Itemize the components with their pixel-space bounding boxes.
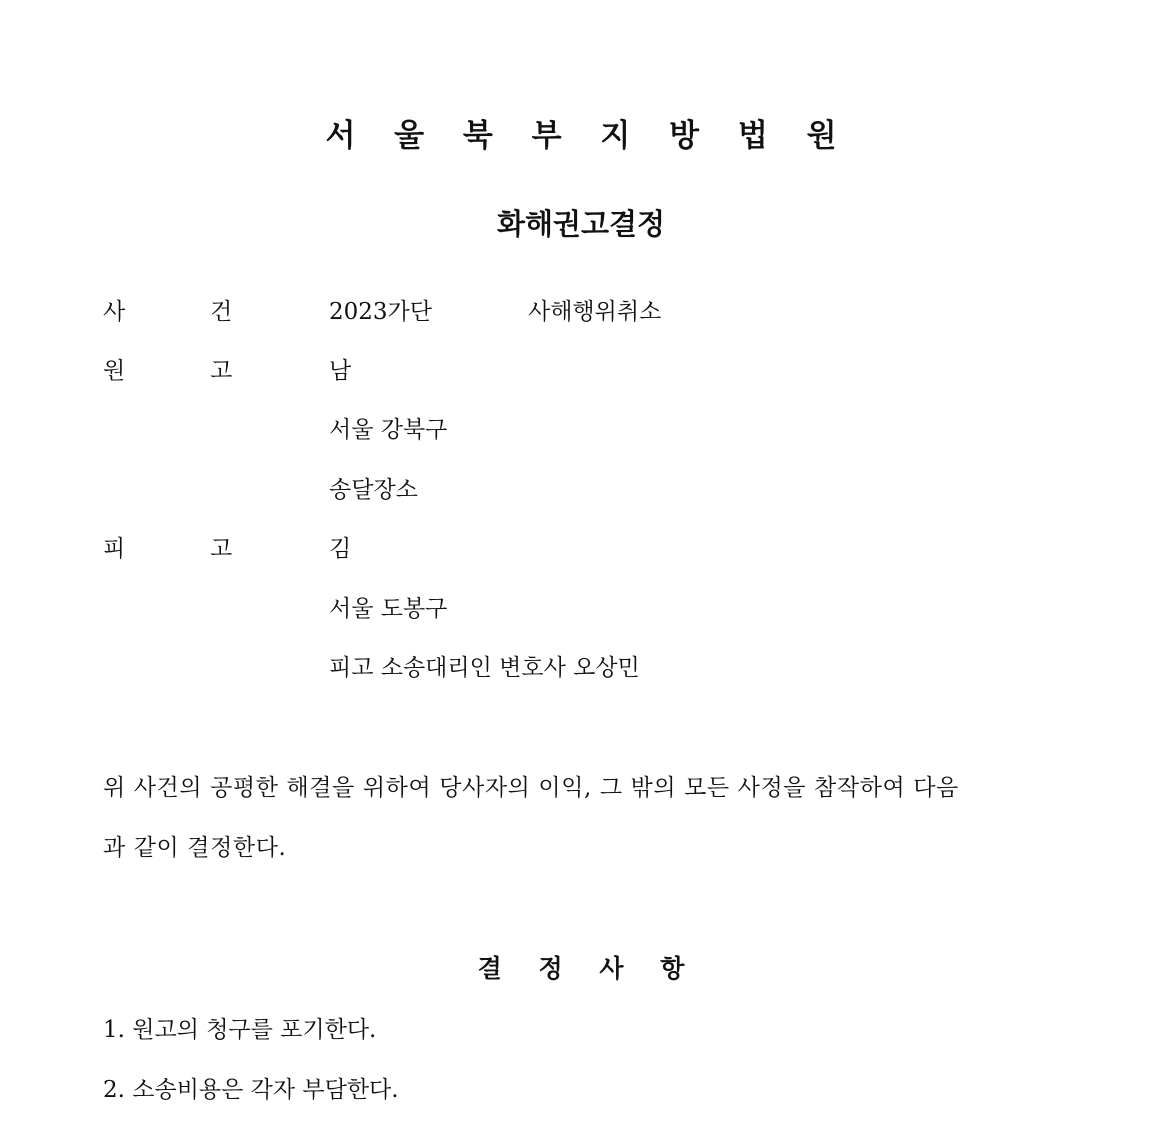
document-title: 화해권고결정: [496, 207, 666, 241]
decision-heading: 결 정 사 항: [477, 954, 699, 983]
defendant-label-second: 고: [210, 536, 233, 562]
court-name: 서 울 북 부 지 방 법 원: [325, 118, 851, 154]
decision-item: 1. 원고의 청구를 포기한다.: [103, 1017, 377, 1043]
plaintiff-name: 남: [329, 358, 352, 384]
plaintiff-label-second: 고: [210, 358, 233, 384]
plaintiff-service-address: 송달장소: [329, 477, 418, 503]
case-label-second: 건: [210, 299, 233, 325]
plaintiff-label-first: 원: [103, 358, 126, 384]
case-label-first: 사: [103, 299, 126, 325]
case-number: 2023가단: [329, 299, 432, 325]
decision-item: 2. 소송비용은 각자 부담한다.: [103, 1077, 399, 1103]
defendant-name: 김: [329, 536, 352, 562]
intro-line-1: 위 사건의 공평한 해결을 위하여 당사자의 이익, 그 밖의 모든 사정을 참작하여 다음: [103, 775, 959, 801]
plaintiff-address: 서울 강북구: [329, 417, 448, 443]
defendant-attorney: 피고 소송대리인 변호사 오상민: [329, 655, 640, 681]
defendant-address: 서울 도봉구: [329, 596, 448, 622]
intro-line-2: 과 같이 결정한다.: [103, 835, 287, 861]
defendant-label-first: 피: [103, 536, 126, 562]
case-name: 사해행위취소: [528, 299, 662, 325]
